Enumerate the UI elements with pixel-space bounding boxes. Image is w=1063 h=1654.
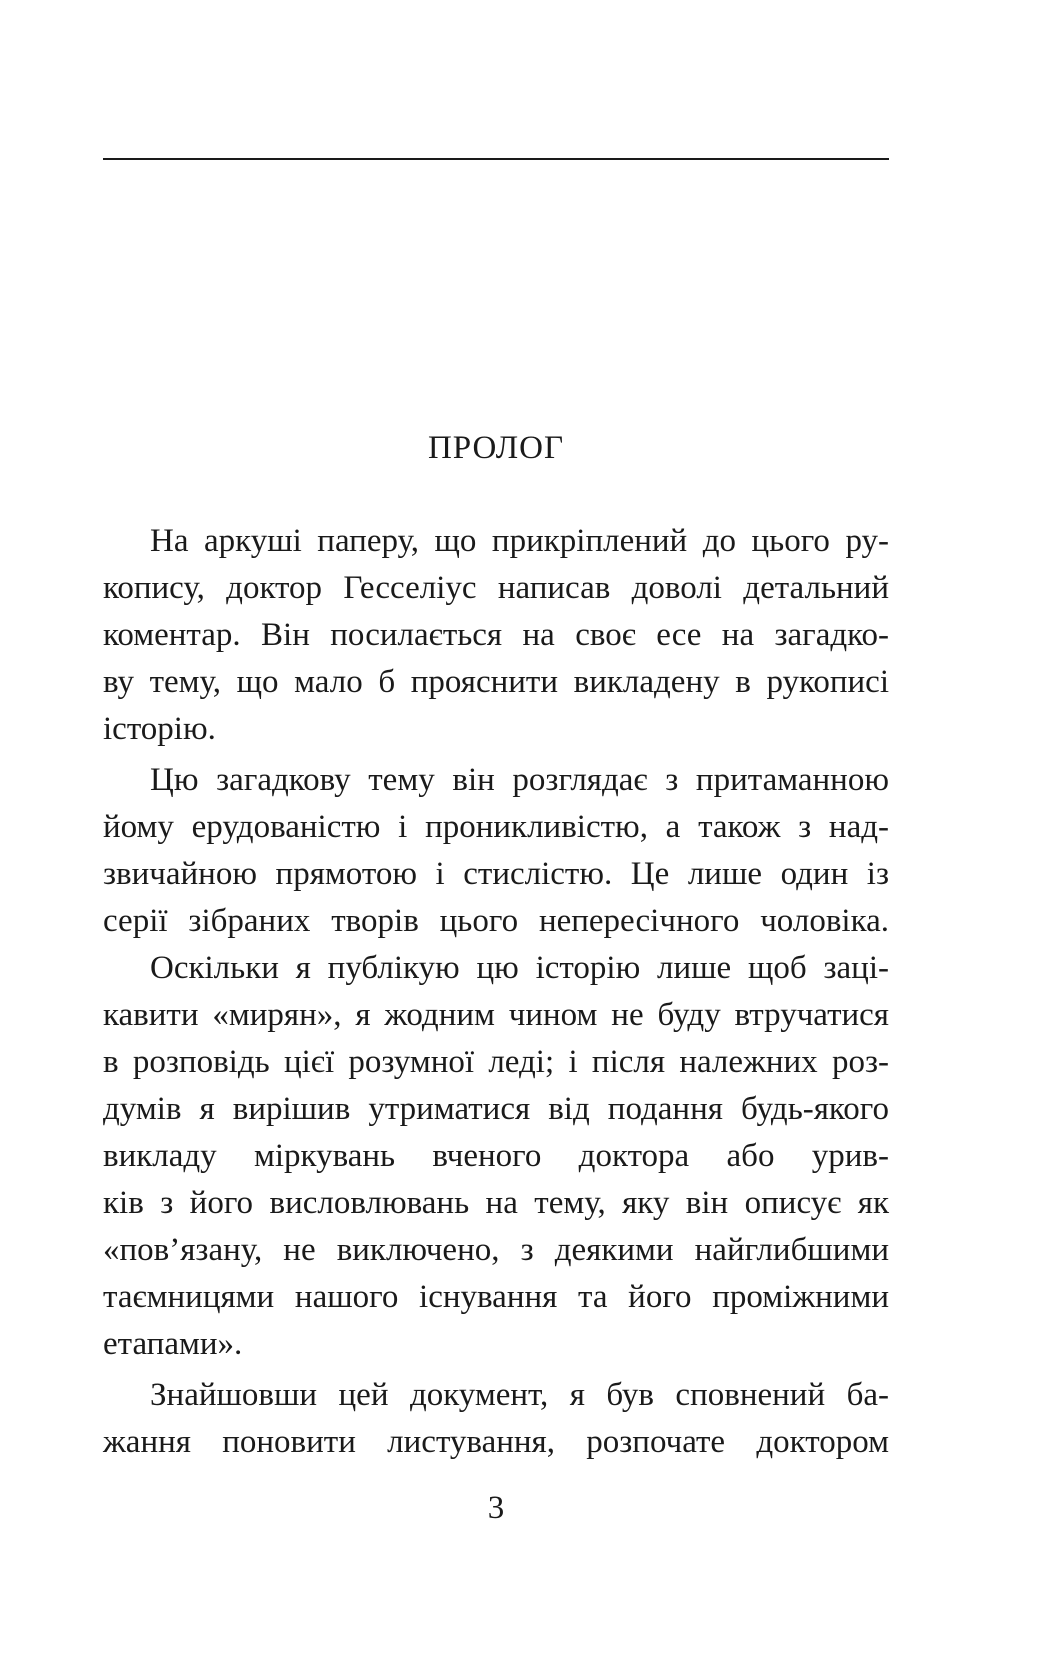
text-line: викладу міркувань вченого доктора або урив- [103, 1138, 889, 1174]
text-line: серії зібраних творів цього непересічного чоловіка. [103, 903, 889, 939]
text-line: «пов’язану, не виключено, з деякими найглибшими [103, 1232, 889, 1268]
header-rule [103, 158, 889, 160]
text-line: жання поновити листування, розпочате доктором [103, 1424, 889, 1460]
chapter-title: ПРОЛОГ [427, 430, 565, 466]
text-line: таємницями нашого існування та його проміжними [103, 1279, 889, 1315]
page-number: 3 [487, 1490, 505, 1526]
paragraph [103, 1372, 889, 1466]
text-line: звичайною прямотою і стислістю. Це лише один із [103, 856, 889, 892]
text-line: Знайшовши цей документ, я був сповнений ба- [150, 1377, 889, 1413]
text-line: Оскільки я публікую цю історію лише щоб заці- [150, 950, 889, 986]
paragraph [103, 518, 889, 753]
text-line: кавити «мирян», я жодним чином не буду втручатися [103, 997, 889, 1033]
body-text [103, 518, 889, 1466]
text-line: ву тему, що мало б прояснити викладену в рукописі [103, 664, 889, 700]
paragraph [103, 757, 889, 945]
text-line: думів я вирішив утриматися від подання будь-якого [103, 1091, 889, 1127]
text-line: На аркуші паперу, що прикріплений до цього ру- [150, 523, 889, 559]
text-line: історію. [103, 711, 216, 747]
text-line: йому ерудованістю і проникливістю, а також з над- [103, 809, 889, 845]
text-line: копису, доктор Гесселіус написав доволі детальний [103, 570, 889, 606]
text-line: в розповідь цієї розумної леді; і після належних роз- [103, 1044, 889, 1080]
text-line: ків з його висловлювань на тему, яку він описує як [103, 1185, 889, 1221]
paragraph [103, 945, 889, 1368]
text-line: етапами». [103, 1326, 243, 1362]
text-line: коментар. Він посилається на своє есе на загадко- [103, 617, 889, 653]
text-line: Цю загадкову тему він розглядає з притаманною [150, 762, 889, 798]
